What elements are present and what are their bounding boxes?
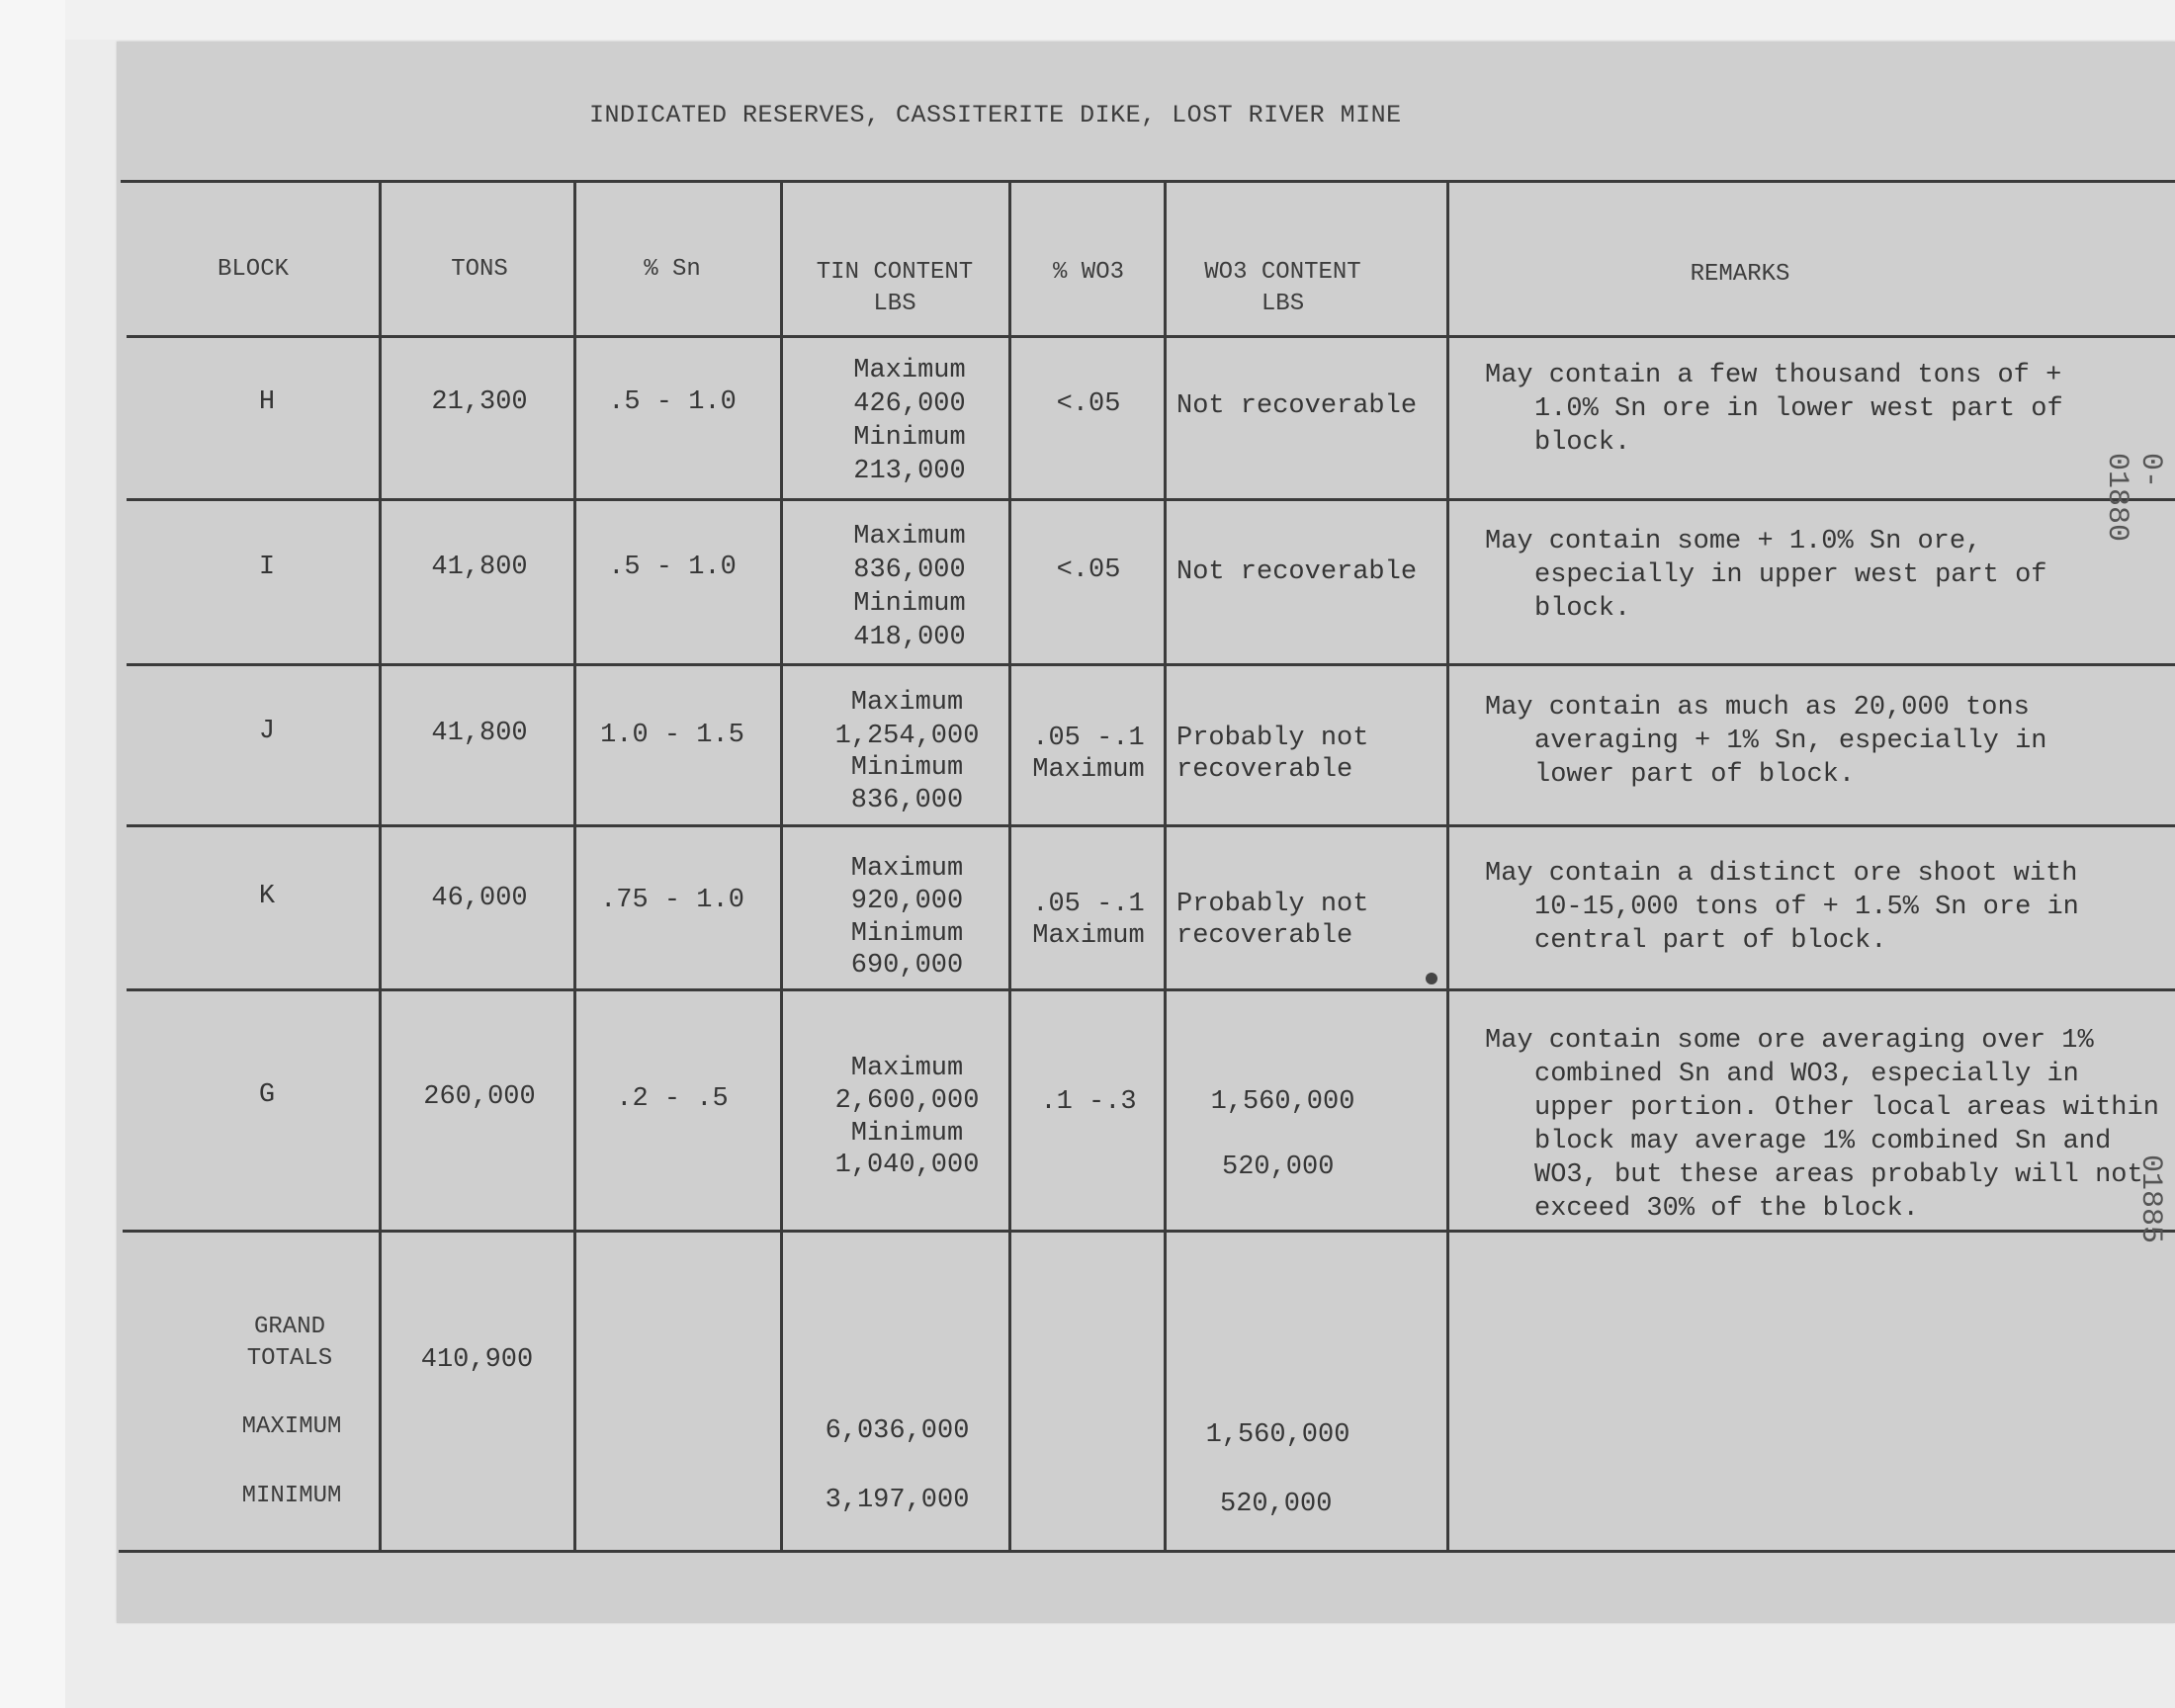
header-tin-content: TIN CONTENT <box>816 259 974 286</box>
row-h-pct-sn: .5 - 1.0 <box>608 387 737 417</box>
row-h-remarks: May contain a few thousand tons of + 1.0% Sn ore in lower west part of block. <box>1485 361 2063 458</box>
header-tons: TONS <box>451 256 508 283</box>
side-stamp-number: 0-01880 <box>2100 453 2167 543</box>
row-k-tons: 46,000 <box>431 884 528 913</box>
row-k-wo3-content-1: Probably not <box>1176 890 1369 919</box>
row-j-tin-label-max: Maximum <box>850 688 964 718</box>
row-g-tin-min: 1,040,000 <box>834 1151 980 1180</box>
row-h-tons: 21,300 <box>431 387 528 417</box>
row-k-tin-max: 920,000 <box>850 887 964 916</box>
row-i-tons: 41,800 <box>431 553 528 582</box>
row-g-pct-sn: .2 - .5 <box>616 1084 729 1114</box>
row-j-wo3-content-2: recoverable <box>1176 755 1353 785</box>
row-j-wo3-content-1: Probably not <box>1176 724 1369 753</box>
totals-wo3-max: 1,560,000 <box>1205 1420 1350 1450</box>
totals-min-label: MINIMUM <box>241 1483 342 1509</box>
column-divider <box>1446 180 1449 1552</box>
row-k-remarks: May contain a distinct ore shoot with 10-15,000 tons of + 1.5% Sn ore in central part of block. <box>1485 859 2079 956</box>
totals-max-label: MAXIMUM <box>241 1413 342 1440</box>
side-stamp-number: 01885 <box>2133 1154 2167 1244</box>
column-divider <box>780 180 783 1552</box>
row-i-tin-max: 836,000 <box>853 555 966 585</box>
row-divider <box>127 824 2175 827</box>
header-wo3-content-unit: LBS <box>1261 291 1305 317</box>
row-j-block: J <box>258 717 276 746</box>
row-k-wo3-content-2: recoverable <box>1176 921 1353 951</box>
row-g-wo3-min: 520,000 <box>1222 1153 1335 1182</box>
row-h-tin-label-max: Maximum <box>853 356 966 385</box>
header-tin-content-unit: LBS <box>873 291 916 317</box>
row-i-tin-label-min: Minimum <box>853 589 966 619</box>
header-block: BLOCK <box>218 256 290 283</box>
row-h-pct-wo3: <.05 <box>1056 389 1121 419</box>
row-divider <box>127 663 2175 666</box>
totals-tons: 410,900 <box>420 1345 534 1375</box>
row-g-block: G <box>258 1080 276 1110</box>
column-divider <box>573 180 576 1552</box>
row-i-wo3-content: Not recoverable <box>1176 557 1418 587</box>
row-divider <box>127 988 2175 991</box>
totals-wo3-min: 520,000 <box>1220 1490 1333 1519</box>
header-remarks: REMARKS <box>1690 261 1790 288</box>
row-k-tin-min: 690,000 <box>850 951 964 981</box>
row-h-wo3-content: Not recoverable <box>1176 391 1418 421</box>
row-i-remarks: May contain some + 1.0% Sn ore, especially in upper west part of block. <box>1485 527 2047 624</box>
row-k-tin-label-max: Maximum <box>850 854 964 884</box>
row-j-tin-label-min: Minimum <box>850 753 964 783</box>
row-k-wo3-max-label: Maximum <box>1032 921 1145 951</box>
row-h-tin-min: 213,000 <box>853 457 966 486</box>
totals-tin-max: 6,036,000 <box>825 1416 970 1446</box>
column-divider <box>379 180 382 1552</box>
page-margin-top <box>65 0 2175 40</box>
header-wo3-content: WO3 CONTENT <box>1204 259 1361 286</box>
row-divider <box>127 498 2175 501</box>
column-divider <box>1164 180 1167 1552</box>
row-g-pct-wo3: .1 -.3 <box>1040 1087 1137 1117</box>
row-k-tin-label-min: Minimum <box>850 919 964 949</box>
row-j-tons: 41,800 <box>431 719 528 748</box>
punch-mark <box>1426 973 1437 984</box>
document-title: INDICATED RESERVES, CASSITERITE DIKE, LOST RIVER MINE <box>589 101 1402 129</box>
row-i-pct-wo3: <.05 <box>1056 555 1121 585</box>
row-g-remarks: May contain some ore averaging over 1% combined Sn and WO3, especially in upper portion. Other local areas within block may average 1% combined Sn and WO3, but these areas probably will not exceed 30% of the block. <box>1485 1026 2159 1224</box>
totals-label-totals: TOTALS <box>246 1345 333 1372</box>
totals-label-grand: GRAND <box>253 1314 325 1340</box>
table-top-border <box>121 180 2175 183</box>
header-divider <box>127 335 2175 338</box>
header-pct-wo3: % WO3 <box>1052 259 1124 286</box>
row-j-wo3-max-label: Maximum <box>1032 755 1145 785</box>
row-i-block: I <box>258 553 276 582</box>
row-g-wo3-max: 1,560,000 <box>1210 1087 1355 1117</box>
row-g-tons: 260,000 <box>423 1082 536 1112</box>
row-k-pct-sn: .75 - 1.0 <box>600 886 744 915</box>
row-j-tin-min: 836,000 <box>850 786 964 815</box>
row-j-tin-max: 1,254,000 <box>834 722 980 751</box>
row-i-pct-sn: .5 - 1.0 <box>608 553 737 582</box>
totals-divider <box>123 1230 2175 1233</box>
row-i-tin-min: 418,000 <box>853 623 966 652</box>
row-j-pct-wo3: .05 -.1 <box>1032 724 1145 753</box>
row-h-tin-label-min: Minimum <box>853 423 966 453</box>
row-k-pct-wo3: .05 -.1 <box>1032 890 1145 919</box>
row-g-tin-label-min: Minimum <box>850 1119 964 1149</box>
header-pct-sn: % Sn <box>644 256 701 283</box>
page-margin-left <box>0 0 65 1708</box>
row-k-block: K <box>258 882 276 911</box>
row-h-tin-max: 426,000 <box>853 389 966 419</box>
row-h-block: H <box>258 387 276 417</box>
totals-tin-min: 3,197,000 <box>825 1486 970 1515</box>
table-bottom-border <box>119 1550 2175 1553</box>
row-j-remarks: May contain as much as 20,000 tons averaging + 1% Sn, especially in lower part of block. <box>1485 693 2047 790</box>
row-i-tin-label-max: Maximum <box>853 522 966 552</box>
row-g-tin-max: 2,600,000 <box>834 1086 980 1116</box>
row-g-tin-label-max: Maximum <box>850 1054 964 1083</box>
row-j-pct-sn: 1.0 - 1.5 <box>600 721 744 750</box>
